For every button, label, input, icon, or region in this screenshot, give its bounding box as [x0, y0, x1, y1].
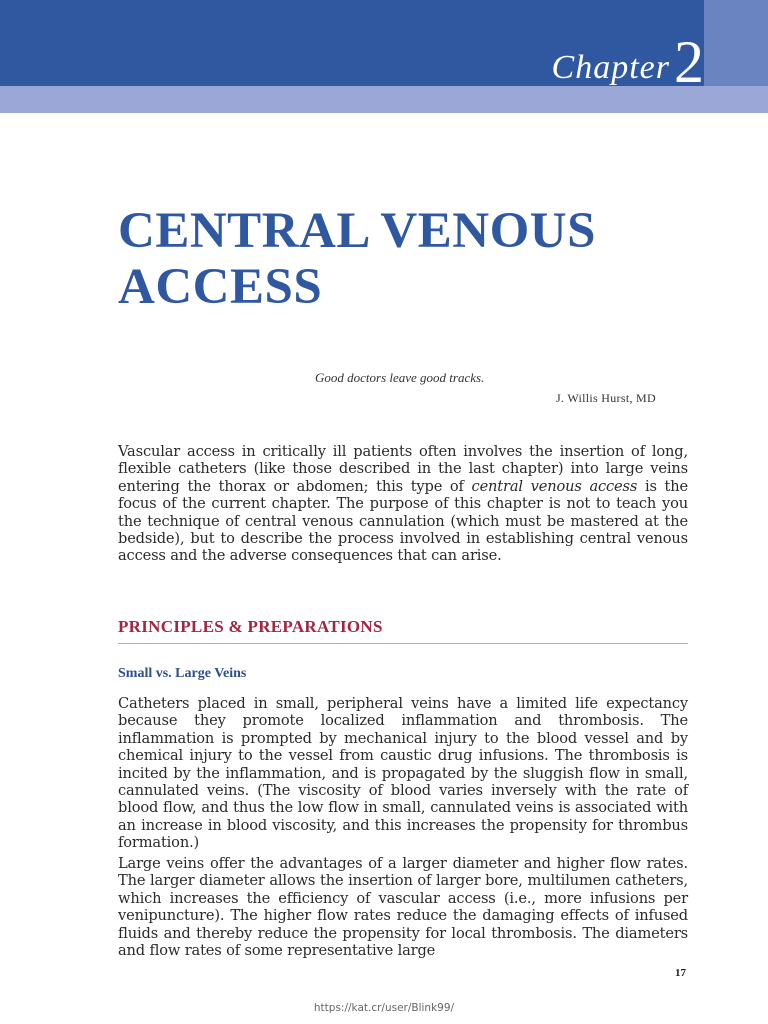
intro-emphasis: central venous access [471, 477, 638, 495]
epigraph-quote: Good doctors leave good tracks. [315, 370, 485, 385]
header-corner-block [704, 0, 768, 86]
intro-paragraph [118, 443, 688, 565]
chapter-label [551, 29, 704, 95]
section-heading: PRINCIPLES & PREPARATIONS [118, 617, 383, 636]
chapter-word: Chapter [551, 49, 670, 86]
chapter-title-line1: CENTRAL VENOUS [118, 203, 596, 259]
chapter-title [118, 203, 718, 315]
chapter-number: 2 [674, 29, 704, 95]
body-paragraph: Large veins offer the advantages of a larger diameter and higher flow rates. The larger diameter allows the insertion of larger bore, multilumen catheters, which increases the efficiency of vascular access (i.e., more infusions per venipuncture). The higher flow rates reduce the damaging effects of infused fluids and thereby reduce the propensity for local thrombosis. The diameters and flow rates of some representative large [118, 855, 688, 960]
footer-url: https://kat.cr/user/Blink99/ [313, 1002, 455, 1014]
intro-text-before: Vascular access in critically ill patients often involves the insertion of long, flexible catheters (like those described in the last chapter) into large veins entering the thorax or abdomen; this type of [118, 443, 688, 495]
section-divider [118, 643, 688, 644]
subsection-heading: Small vs. Large Veins [118, 666, 247, 681]
intro-text-after: is the focus of the current chapter. The purpose of this chapter is not to teach you the technique of central venous cannulation (which must be mastered at the bedside), but to describe the process involved in establishing central venous access and the adverse consequences that can arise. [118, 477, 688, 565]
body-paragraph: Catheters placed in small, peripheral veins have a limited life expectancy because they promote localized inflammation and thrombosis. The inflammation is prompted by mechanical injury to the blood vessel and by chemical injury to the vessel from caustic drug infusions. The thrombosis is incited by the inflammation, and is propagated by the sluggish flow in small, cannulated veins. (The viscosity of blood varies inversely with the rate of blood flow, and thus the low flow in small, cannulated veins is associated with an increase in blood viscosity, and this increases the propensity for thrombus formation.) [118, 695, 688, 852]
page-number: 17 [675, 967, 686, 979]
chapter-title-line2: ACCESS [118, 259, 323, 315]
epigraph-author: J. Willis Hurst, MD [555, 391, 656, 405]
